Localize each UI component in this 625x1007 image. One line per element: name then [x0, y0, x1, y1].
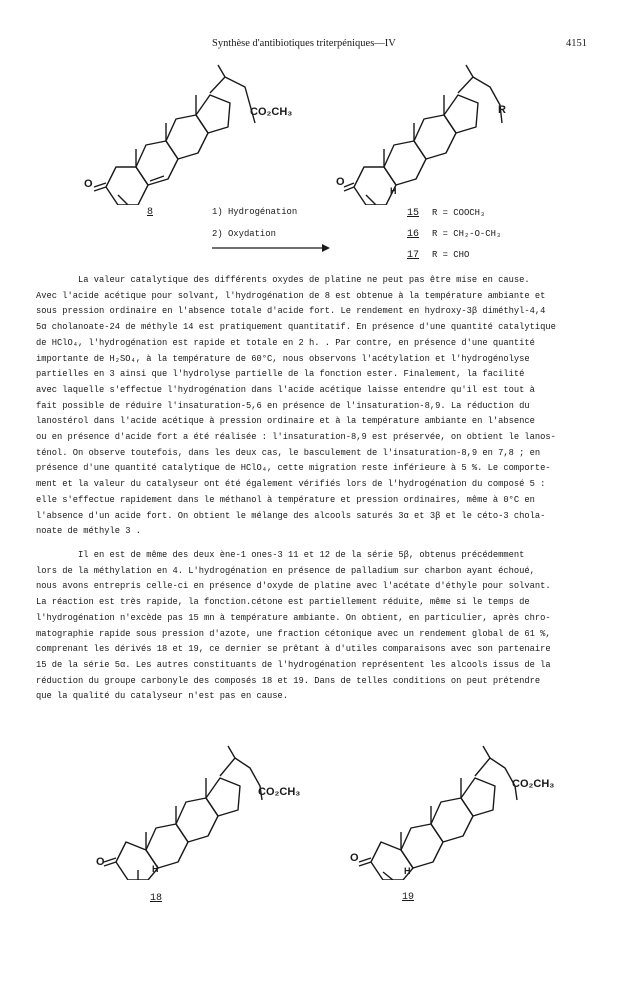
ketone-oxygen-label: O — [84, 178, 93, 190]
reaction-step: 2) Oxydation — [212, 229, 276, 239]
ketone-oxygen-label: O — [350, 852, 359, 864]
r-group-label: R — [498, 104, 506, 116]
running-title: Synthèse d'antibiotiques triterpéniques—IV — [212, 38, 396, 49]
r-definition: R = COOCH₃ — [432, 208, 486, 218]
compound-number-18: 18 — [150, 893, 163, 904]
r-definition: R = CH₂-O-CH₃ — [432, 229, 502, 239]
r-definition: R = CHO — [432, 250, 470, 260]
compound-number-8: 8 — [147, 207, 154, 218]
alpha-h-label: H — [152, 864, 159, 874]
reaction-arrow — [212, 244, 332, 252]
ester-group-label: CO₂CH₃ — [258, 786, 301, 798]
ketone-oxygen-label: O — [336, 176, 345, 188]
alpha-h-label: H — [404, 866, 411, 876]
paragraph-1: La valeur catalytique des différents oxydes de platine ne peut pas être mise en cause. Avec l'acide acétique pour solvant, l'hydrogénation de 8 est obtenue à la température ambiante et sous pression ordinaire en l'absence totale d'acide fort. Le rendement en hydroxy-3β diméthyl-4,4 5α cholanoate-24 de méthyle 14 est pratiquement quantitatif. En présence d'une quantité catalytique de HClO₄, l'hydrogénation est rapide et totale en 2 h. . Par contre, en présence d'une quantité importante de H₂SO₄, à la température de 60°C, nous observons l'acétylation et l'hydrogénolyse partielles en 3 ainsi que l'hydrolyse partielle de la fonction ester. Finalement, la facilité avec laquelle s'effectue l'hydrogénation dans l'acide acétique laisse entendre qu'il est tout à fait possible de réduire l'insaturation-5,6 en présence de l'insaturation-8,9. La réduction du lanostérol dans l'acide acétique à pression ordinaire et à la température ambiante en l'absence ou en présence d'acide fort a été réalisée : l'insaturation-8,9 est préservée, on obtient le lanos- ténol. On observe toutefois, dans les deux cas, le basculement de l'insaturation-8,9 en 7,8 ; en présence d'une quantité catalytique de HClO₄, cette migration reste inférieure à 5 %. Le comporte- ment et la valeur du catalyseur ont été également vérifiés lors de l'hydrogénation du composé 5 : elle s'effectue rapidement dans le méthanol à température et pression ordinaires, même à 0°C en l'absence d'un acide fort. On obtient le mélange des alcools saturés 3α et 3β et le céto-3 chola- noate de méthyle 3 . — [36, 275, 556, 537]
structure-15-17 — [340, 55, 530, 205]
alpha-h-label: H — [390, 186, 397, 196]
ketone-oxygen-label: O — [96, 856, 105, 868]
structure-19 — [345, 740, 565, 880]
compound-number-19: 19 — [402, 892, 415, 903]
ester-group-label: CO₂CH₃ — [250, 106, 293, 118]
structure-8 — [70, 55, 320, 205]
compound-number: 15 — [407, 208, 420, 219]
structure-18 — [90, 740, 310, 880]
reaction-step: 1) Hydrogénation — [212, 207, 298, 217]
page-number: 4151 — [566, 38, 587, 49]
ester-group-label: CO₂CH₃ — [512, 778, 555, 790]
compound-number: 16 — [407, 229, 420, 240]
paragraph-2: Il en est de même des deux ène-1 ones-3 11 et 12 de la série 5β, obtenus précédemment lors de la méthylation en 4. L'hydrogénation en présence de palladium sur charbon ayant échoué, nous avons entrepris celle-ci en présence d'oxyde de platine avec l'acétate d'éthyle pour solvant. La réaction est très rapide, la fonction.cétone est partiellement réduite, même si le temps de l'hydrogénation n'excède pas 15 mn à température ambiante. On obtient, en particulier, après chro- matographie rapide sous pression d'azote, une fraction cétonique avec un rendement global de 61 %, comprenant les dérivés 18 et 19, ce dernier se prêtant à d'utiles comparaisons avec son partenaire 15 de la série 5α. Les autres constituants de l'hydrogénation représentent les alcools issus de la réduction du groupe carbonyle des composés 18 et 19. Dans de telles conditions on peut prétendre que la qualité du catalyseur n'est pas en cause. — [36, 550, 551, 702]
compound-number: 17 — [407, 250, 420, 261]
